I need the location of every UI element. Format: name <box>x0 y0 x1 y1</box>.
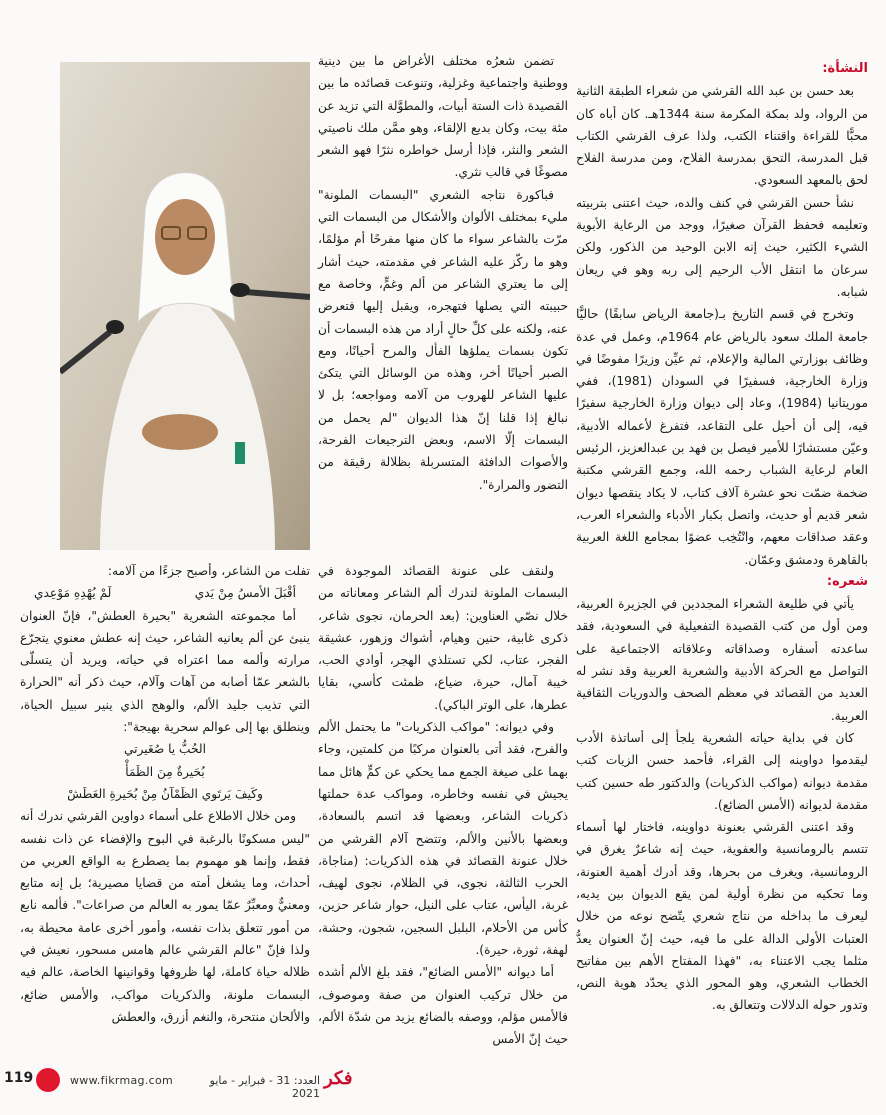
paragraph: فباكورة نتاجه الشعري "البسمات الملونة" مليء بمختلف الألوان والأشكال من البسمات التي مرّت بالشاعر سواء ما كان منها مفرحًا أم مؤلمًا، وهو ما ركّز عليه الشاعر في مقدمته، حيث أشار إلى ما يعتري الشاعر من ألم وغمٍّ، وخاصة مع حبيبته التي يصلها فتهجره، ويقبل إليها فتعرض عنه، ولكنه على كلِّ حالٍ أراد من هذه البسمات أن تكون بسمات يملؤها الفأل والمرح أحيانًا، ومع الصبر أحيانًا أخر، وهذه من الوسائل التي يتكئ عليها الشاعر للهروب من آلامه ومواجعه؛ بل لا نبالغ إذا قلنا إنّ هذا الديوان "لم يحمل من البسمات إلّا الاسم، وبعض الترجيعات الفرحة، والأصوات الدافئة المتسربلة بظلالة رقيقة من التضور والمرارة". <box>318 187 568 492</box>
poet-illustration <box>60 62 310 550</box>
paragraph: أما مجموعته الشعرية "بحيرة العطش"، فإنّ العنوان ينبئ عن ألم يعانيه الشاعر، حيث إنه عطش معنوي يتجرّع مرارته وألمه مما اعتراه في حياته، ويريد أن يتسلّى بالشعر عمّا أصابه من آهات وآلام، حيث ذكر أنه "الحرارة التي تذيب جليد الألم، والوهج الذي ينير سبيل الحياة، وينطلق بها إلى عوالم سحرية بهيجة": <box>20 608 310 735</box>
left-column-lower <box>20 560 310 1028</box>
magazine-name: فكر <box>324 1068 353 1089</box>
page-footer <box>0 1064 886 1104</box>
verse-line: وكَيفَ يَرتَوي الظَمْآنُ مِنْ بُحَيرةِ العَطَشْ <box>67 786 263 801</box>
verse-hemistich: أقْبَلَ الأمسُ مِنْ يَدي <box>194 586 296 601</box>
paragraph: ولنقف على عنونة القصائد الموجودة في البسمات الملونة لندرك ألم الشاعر ومعاناته من خلال نصّي العناوين: (بعد الحرمان، نجوى شاعر، ذكرى غابية، حنين وهيام، أشواك وزهور، عشيقة الفجر، عتاب، لكي تستلذي الهجر، أوادي الحب، خيبة آمال، حيرة، ضياع، ظمئت كأسي، بقايا عطرها، على الوتر الباكي). <box>318 564 568 712</box>
middle-column-lower <box>318 560 568 1051</box>
paragraph: يأتي في طليعة الشعراء المجددين في الجزيرة العربية، ومن أول من كتب القصيدة التفعيلية في السعودية، فقد ساعدته أسفاره وصداقاته وعلاقاته الاجتماعية على التواصل مع الحركة الأدبية والشعرية العربية وقد نشر له العديد من القصائد في معظم الصحف والدوريات الثقافية العربية. <box>576 597 868 723</box>
paragraph: ومن خلال الاطلاع على أسماء دواوين القرشي ندرك أنه "ليس مسكونًا بالرغبة في البوح والإفضاء عن ذات نفسه فقط، وإنما هو مهموم بما يصطرع به الواقع العربي من أحداث، وما يشغل أمته من قضايا مصيرية؛ بل إنه متابع ومعنيٌّ ومعبِّرٌ عمّا يمور به العالم من صراعات". فألمه نابع من أمور تتعلق بذات نفسه، وأمور أخرى عامة محيطة به، ولذا فإنّ "عالم القرشي عالم هامس مسحور، نعيش في ظلاله حياة كاملة، لها ظروفها وقوانينها الخاصة، عالم فيه البسمات ملونة، والذكريات مواكب، والأمس ضائع، والألحان منتحرة، والنغم أزرق، والعطش <box>20 809 310 1024</box>
paragraph: كان في بداية حياته الشعرية يلجأ إلى أساتذة الأدب ليقدموا دواوينه إلى القراء، فأحمد حسن الزيات كتب مقدمة ديوانه (مواكب الذكريات) والدكتور طه حسين كتب مقدمة لديوانه (الأمس الضائع). <box>576 730 868 812</box>
section-heading-poetry: شعره: <box>826 573 868 589</box>
paragraph: وفي ديوانه: "مواكب الذكريات" ما يحتمل الألم والفرح، فقد أتى بالعنوان مركبًا من كلمتين، وجاء بهما على صيغة الجمع مما يحكي عن كمٍّ هائل مما يجيش في نفسه وخاطره، ومواكب عدة حملتها ذكريات الشاعر، وبعضها قد اتسم بالسعادة، وبعضها بالأنين والألم، وتتضح آلام القرشي من خلال عنونة القصائد في هذه الذكريات: (مناجاة، الحرب الثالثة، نجوى، في الظلام، نجوى لهيف، غربة، اليأس، عتاب على النيل، حوار شاعر حزين، كأس من الأحلام، البلبل السجين، شجون، وحشة، لهفة، ثورة، حيرة). <box>318 720 568 958</box>
paragraph: وتخرج في قسم التاريخ بـ(جامعة الرياض سابقًا) حاليًّا جامعة الملك سعود بالرياض عام 1964م، وعمل في عدة وظائف بوزارتي المالية والإعلام، ثم عيِّن وزيرًا مفوضًا في وزارة الخارجية، فسفيرًا في السودان (1981)، ففي موريتانيا (1984)، وعاد إلى ديوان وزارة الخارجية سفيرًا فيه، إلى أن أحيل على التقاعد، فتفرغ لأعماله الأدبية، وعيّن مستشارًا للأمير فيصل بن فهد بن عبدالعزيز، الرئيس العام لرعاية الشباب رحمه الله، وجمع القرشي مكتبة ضخمة ضمّت نحو عشرة آلاف كتاب، لا يكاد ينقصها ديوان شعر قديم أو حديث، واتصل بكبار الأدباء والشعراء العرب، وعقد صداقات معهم، وانْتُخِب عضوًا بمجامع اللغة العربية بالقاهرة ودمشق وعمّان. <box>576 307 868 567</box>
poet-photo <box>60 62 310 550</box>
paragraph: تفلت من الشاعر، وأصبح جزءًا من آلامه: <box>107 564 310 578</box>
verse-hemistich: لَمْ يُهْدِهِ مَوْعِدي <box>34 586 112 601</box>
magazine-logo-icon <box>36 1068 60 1092</box>
verse-line: الحُبُّ يا صُغَيرتي <box>124 742 206 757</box>
website-link[interactable]: www.fikrmag.com <box>70 1074 174 1087</box>
issue-info: العدد: 31 - فبراير - مايو 2021 <box>209 1074 320 1100</box>
paragraph: تضمن شعرُه مختلف الأغراض ما بين دينية ووطنية واجتماعية وغزلية، وتنوعت قصائده ما بين القصيدة ذات الستة أبيات، والمطوَّلة التي تزيد عن مئة بيت، وكان بديع الإلقاء، وهو ممَّن ملك ناصيتي الشعر والنثر، فإذا أرسل خواطره نثرًا فهو الشعر مصوغًا في قالب نثري. <box>318 54 568 180</box>
section-heading-origins: النشأة: <box>822 61 868 76</box>
paragraph: وقد اعتنى القرشي بعنونة دواوينه، فاختار لها أسماء تتسم بالرومانسية والعفوية، حيث إنه شاعرٌ يغرق في الرومانسية، ويغرف من بحرها، وقد أدرك أهمية العنونة، وما تحكيه من نظرة أولية لمن يقع الديوان بين يديه، ليعرف ما بداخله من نتاج شعري يتّضح نوعه من خلال العتبات الأولى الدالة على ما فيه، حيث إنّ العنوان يعدُّ مثلما يجب الاعتناء به، "فهذا المفتاح الأهم بين مفاتيح الخطاب الشعري، وهو المحور الذي يحدّد هوية النص، وتدور حوله الدلالات وتتعالق به. <box>576 820 868 1013</box>
paragraph: أما ديوانه "الأمس الضائع"، فقد بلغ الألم أشده من خلال تركيب العنوان من صفة وموصوف، فالأمس مؤلم، ووصفه بالضائع يزيد من شدّة الألم، حيث إنّ الأمس <box>318 965 568 1047</box>
paragraph: نشأ حسن القرشي في كنف والده، حيث اعتنى بتربيته وتعليمه فحفظ القرآن صغيرًا، ووجد من الرعاية الأبوية الشيء الكثير، حيث إنه الابن الوحيد من الذكور، ولكن سرعان ما انتقل الأب الرحيم إلى ربه وهو في ريعان شبابه. <box>576 195 868 299</box>
page-number: 119 <box>4 1070 34 1086</box>
right-column <box>576 58 868 1017</box>
middle-column-top <box>318 50 568 496</box>
paragraph: بعد حسن بن عبد الله القرشي من شعراء الطبقة الثانية من الرواد، ولد بمكة المكرمة سنة 1344هـ. كان أباه كان محبًّا للقراءة واقتناء الكتب، ولذا عرف القرشي الكتاب قبل المدرسة، التحق بمدرسة الفلاح، ومن مدرسة الفلاح لحق بالمعهد السعودي. <box>576 84 868 188</box>
verse-line <box>20 582 310 604</box>
verse-line: بُحَيرةٌ مِنَ الظَمَأْ <box>125 764 205 779</box>
